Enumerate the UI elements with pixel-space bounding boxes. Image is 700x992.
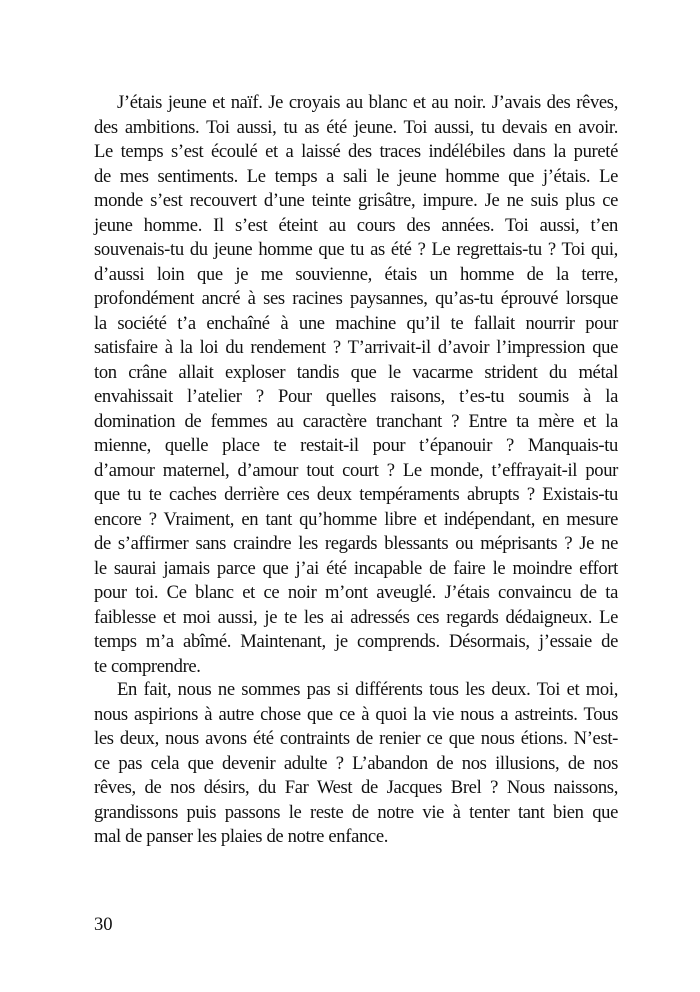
text-line: mal de panser les plaies de notre enfance. — [94, 826, 389, 847]
text-line: pour toi. Ce blanc et ce noir m’ont aveuglé. J’étais convaincu de ta — [94, 582, 618, 603]
text-line: profondément ancré à ses racines paysannes, qu’as-tu éprouvé lorsque — [94, 288, 618, 309]
text-line: ton crâne allait exploser tandis que le vacarme strident du métal — [94, 361, 618, 383]
text-line: encore ? Vraiment, en tant qu’homme libre et indépendant, en mesure — [94, 508, 618, 530]
text-line: faiblesse et moi aussi, je te les ai adressés ces regards dédaigneux. Le — [94, 606, 618, 628]
text-line: envahissait l’atelier ? Pour quelles raisons, t’es-tu soumis à la — [94, 386, 618, 407]
text-line: J’étais jeune et naïf. Je croyais au blanc et au noir. J’avais des rêves, — [117, 92, 618, 113]
text-line: les deux, nous avons été contraints de renier ce que nous étions. N’est- — [94, 728, 618, 749]
text-line: rêves, de nos désirs, du Far West de Jacques Brel ? Nous naissons, — [94, 777, 618, 798]
text-line: jeune homme. Il s’est éteint au cours des années. Toi aussi, t’en — [94, 214, 618, 236]
text-line: d’aussi loin que je me souvienne, étais un homme de la terre, — [94, 263, 618, 285]
paragraph-2 — [94, 678, 618, 850]
text-line: que tu te caches derrière ces deux tempéraments abrupts ? Existais-tu — [94, 484, 618, 505]
text-line: te comprendre. — [94, 655, 201, 677]
text-line: monde s’est recouvert d’une teinte grisâtre, impure. Je ne suis plus ce — [94, 190, 618, 211]
text-line: la société t’a enchaîné à une machine qu’il te fallait nourrir pour — [94, 312, 618, 334]
text-line: d’amour maternel, d’amour tout court ? Le monde, t’effrayait-il pour — [94, 459, 618, 481]
text-line: nous aspirions à autre chose que ce à quoi la vie nous a astreints. Tous — [94, 703, 618, 725]
text-line: Le temps s’est écoulé et a laissé des traces indélébiles dans la pureté — [94, 141, 618, 162]
text-line: de s’affirmer sans craindre les regards blessants ou méprisants ? Je ne — [94, 533, 618, 554]
text-line: temps m’a abîmé. Maintenant, je comprends. Désormais, j’essaie de — [94, 631, 618, 652]
text-line: de mes sentiments. Le temps a sali le jeune homme que j’étais. Le — [94, 165, 618, 187]
text-line: En fait, nous ne sommes pas si différents tous les deux. Toi et moi, — [117, 679, 618, 700]
text-line: souvenais-tu du jeune homme que tu as été ? Le regrettais-tu ? Toi qui, — [94, 239, 618, 260]
text-line: des ambitions. Toi aussi, tu as été jeune. Toi aussi, tu devais en avoir. — [94, 116, 618, 138]
text-line: domination de femmes au caractère tranchant ? Entre ta mère et la — [94, 410, 618, 432]
text-line: grandissons puis passons le reste de notre vie à tenter tant bien que — [94, 801, 618, 823]
paragraph-1 — [94, 91, 618, 679]
text-line: le saurai jamais parce que j’ai été incapable de faire le moindre effort — [94, 557, 618, 579]
text-line: satisfaire à la loi du rendement ? T’arrivait-il d’avoir l’impression que — [94, 337, 618, 358]
text-line: mienne, quelle place te restait-il pour t’épanouir ? Manquais-tu — [94, 435, 618, 456]
page-number: 30 — [94, 914, 113, 935]
text-line: ce pas cela que devenir adulte ? L’abandon de nos illusions, de nos — [94, 752, 618, 774]
